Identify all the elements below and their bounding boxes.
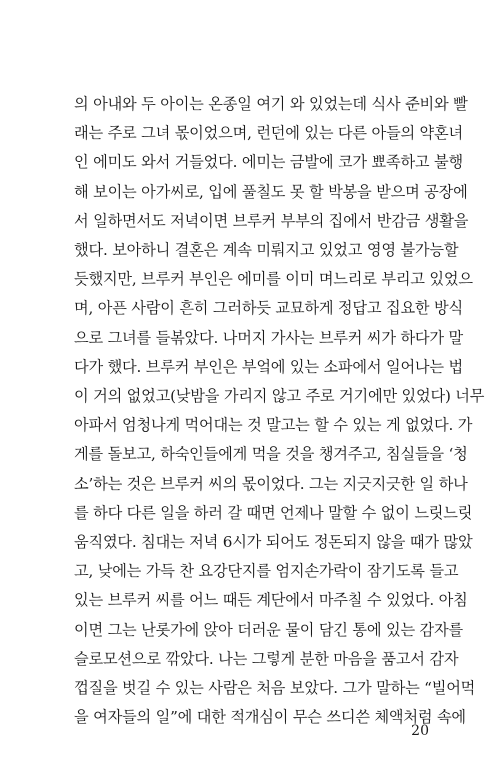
text-line: 이 거의 없었고(낮밤을 가리지 않고 주로 거기에만 있었다) 너무 bbox=[74, 387, 485, 406]
text-line: 했다. 보아하니 결혼은 계속 미뤄지고 있었고 영영 불가능할 bbox=[74, 241, 459, 260]
text-line: 해 보이는 아가씨로, 입에 풀칠도 못 할 박봉을 받으며 공장에 bbox=[74, 182, 468, 201]
text-line: 서 일하면서도 저녁이면 브루커 부부의 집에서 반감금 생활을 bbox=[74, 211, 469, 230]
text-line: 를 하다 다른 일을 하러 갈 때면 언제나 말할 수 없이 느릿느릿 bbox=[74, 503, 473, 522]
text-line: 며, 아픈 사람이 흔히 그러하듯 교묘하게 정답고 집요한 방식 bbox=[74, 299, 463, 318]
text-line: 껍질을 벗길 수 있는 사람은 처음 보았다. 그가 말하는 “빌어먹 bbox=[74, 679, 476, 698]
page-number: 20 bbox=[411, 723, 429, 739]
text-line: 게를 돌보고, 하숙인들에게 먹을 것을 챙겨주고, 침실들을 ‘청 bbox=[74, 445, 468, 464]
text-line: 다가 했다. 브루커 부인은 부엌에 있는 소파에서 일어나는 법 bbox=[74, 357, 463, 376]
text-line: 소’하는 것은 브루커 씨의 몫이었다. 그는 지긋지긋한 일 하나 bbox=[74, 474, 468, 493]
text-line: 움직였다. 침대는 저녁 6시가 되어도 정돈되지 않을 때가 많았 bbox=[74, 533, 473, 552]
text-line: 으로 그녀를 들볶았다. 나머지 가사는 브루커 씨가 하다가 말 bbox=[74, 328, 463, 347]
text-line: 듯했지만, 브루커 부인은 에미를 이미 며느리로 부리고 있었으 bbox=[74, 270, 473, 289]
text-line: 을 여자들의 일”에 대한 적개심이 무슨 쓰디쓴 체액처럼 속에 bbox=[74, 708, 466, 727]
text-line: 고, 낮에는 가득 찬 요강단지를 엄지손가락이 잠기도록 들고 bbox=[74, 562, 459, 581]
text-line: 있는 브루커 씨를 어느 때든 계단에서 마주칠 수 있었다. 아침 bbox=[74, 591, 468, 610]
text-line: 의 아내와 두 아이는 온종일 여기 와 있었는데 식사 준비와 빨 bbox=[74, 95, 468, 113]
text-line: 이면 그는 난롯가에 앉아 더러운 물이 담긴 통에 있는 감자를 bbox=[74, 620, 463, 639]
text-line: 슬로모션으로 깎았다. 나는 그렇게 분한 마음을 품고서 감자 bbox=[74, 649, 459, 668]
text-line: 인 에미도 와서 거들었다. 에미는 금발에 코가 뾰족하고 불행 bbox=[74, 153, 463, 172]
body-text bbox=[74, 90, 485, 732]
text-line: 래는 주로 그녀 몫이었으며, 런던에 있는 다른 아들의 약혼녀 bbox=[74, 124, 463, 143]
text-line: 아파서 엄청나게 먹어대는 것 말고는 할 수 있는 게 없었다. 가 bbox=[74, 416, 473, 435]
